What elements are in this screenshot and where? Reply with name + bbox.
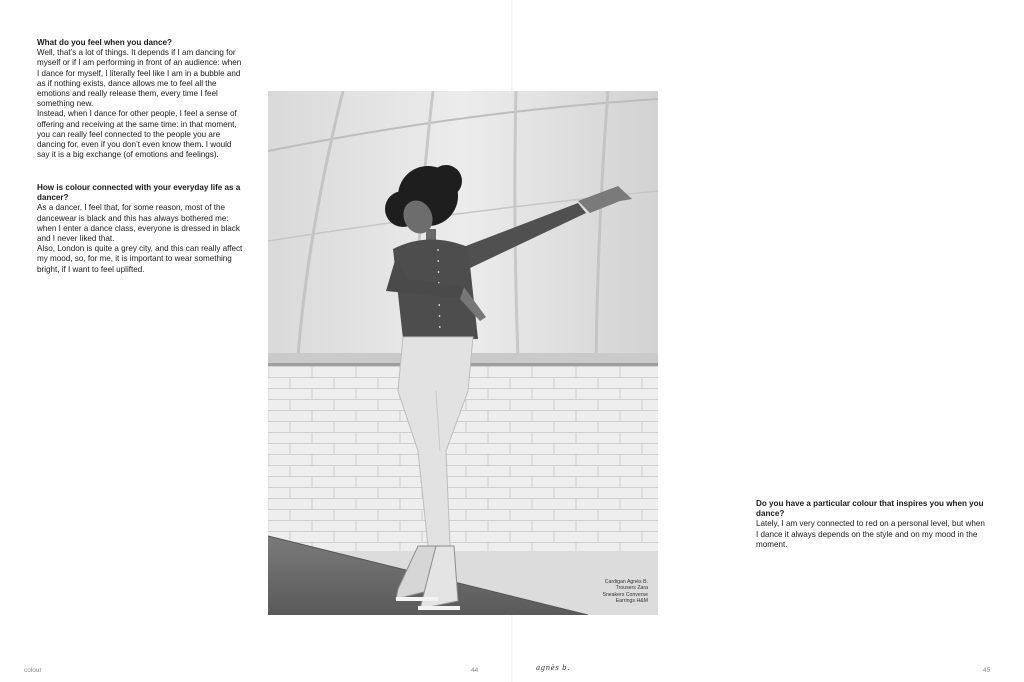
question-heading: What do you feel when you dance? <box>37 38 172 47</box>
credit-line: Sneakers Converse <box>602 591 648 598</box>
answer-paragraph: Also, London is quite a grey city, and this can really affect my mood, so, for me, it is important to wear something bright, if I want to feel uplifted. <box>37 244 243 274</box>
answer-paragraph: Instead, when I dance for other people, I feel a sense of offering and receiving at the same time: in that moment, you can really feel connected to the people you are dancing for, even if you don’t even know them. I would say it is a big exchange (of emotions and feelings). <box>37 109 237 160</box>
brand-logo: agnès b. <box>536 664 570 672</box>
qa-block-feel-dance <box>37 38 245 160</box>
answer-paragraph: Lately, I am very connected to red on a personal level, but when I dance it always depends on the style and on my mood in the moment. <box>756 519 985 549</box>
credit-line: Cardigan Agnès B. <box>604 578 648 585</box>
qa-block-colour-life <box>37 183 245 275</box>
credit-line: Trousers Zara <box>615 585 648 592</box>
page-number-left: 44 <box>471 667 479 674</box>
qa-block-inspiring-colour <box>756 499 986 550</box>
page-number-right: 45 <box>983 667 991 674</box>
credit-line: Earrings H&M <box>615 598 648 605</box>
dancer-photo <box>268 91 658 615</box>
footer-section-label: colour <box>24 667 42 674</box>
answer-paragraph: As a dancer, I feel that, for some reason, most of the dancewear is black and this has always bothered me: when I enter a dance class, everyone is dressed in black and I never liked that. <box>37 203 240 244</box>
question-heading: Do you have a particular colour that inspires you when you dance? <box>756 499 984 519</box>
answer-paragraph: Well, that’s a lot of things. It depends if I am dancing for myself or if I am performing in front of an audience: when I dance for myself, I literally feel like I am in a bubble and as if nothing exists, dance allows me to feel all the emotions and really release them, every time I feel something new. <box>37 48 242 109</box>
photo-credits <box>602 579 648 605</box>
dancer-illustration <box>268 91 658 615</box>
question-heading: How is colour connected with your everyday life as a dancer? <box>37 183 241 203</box>
